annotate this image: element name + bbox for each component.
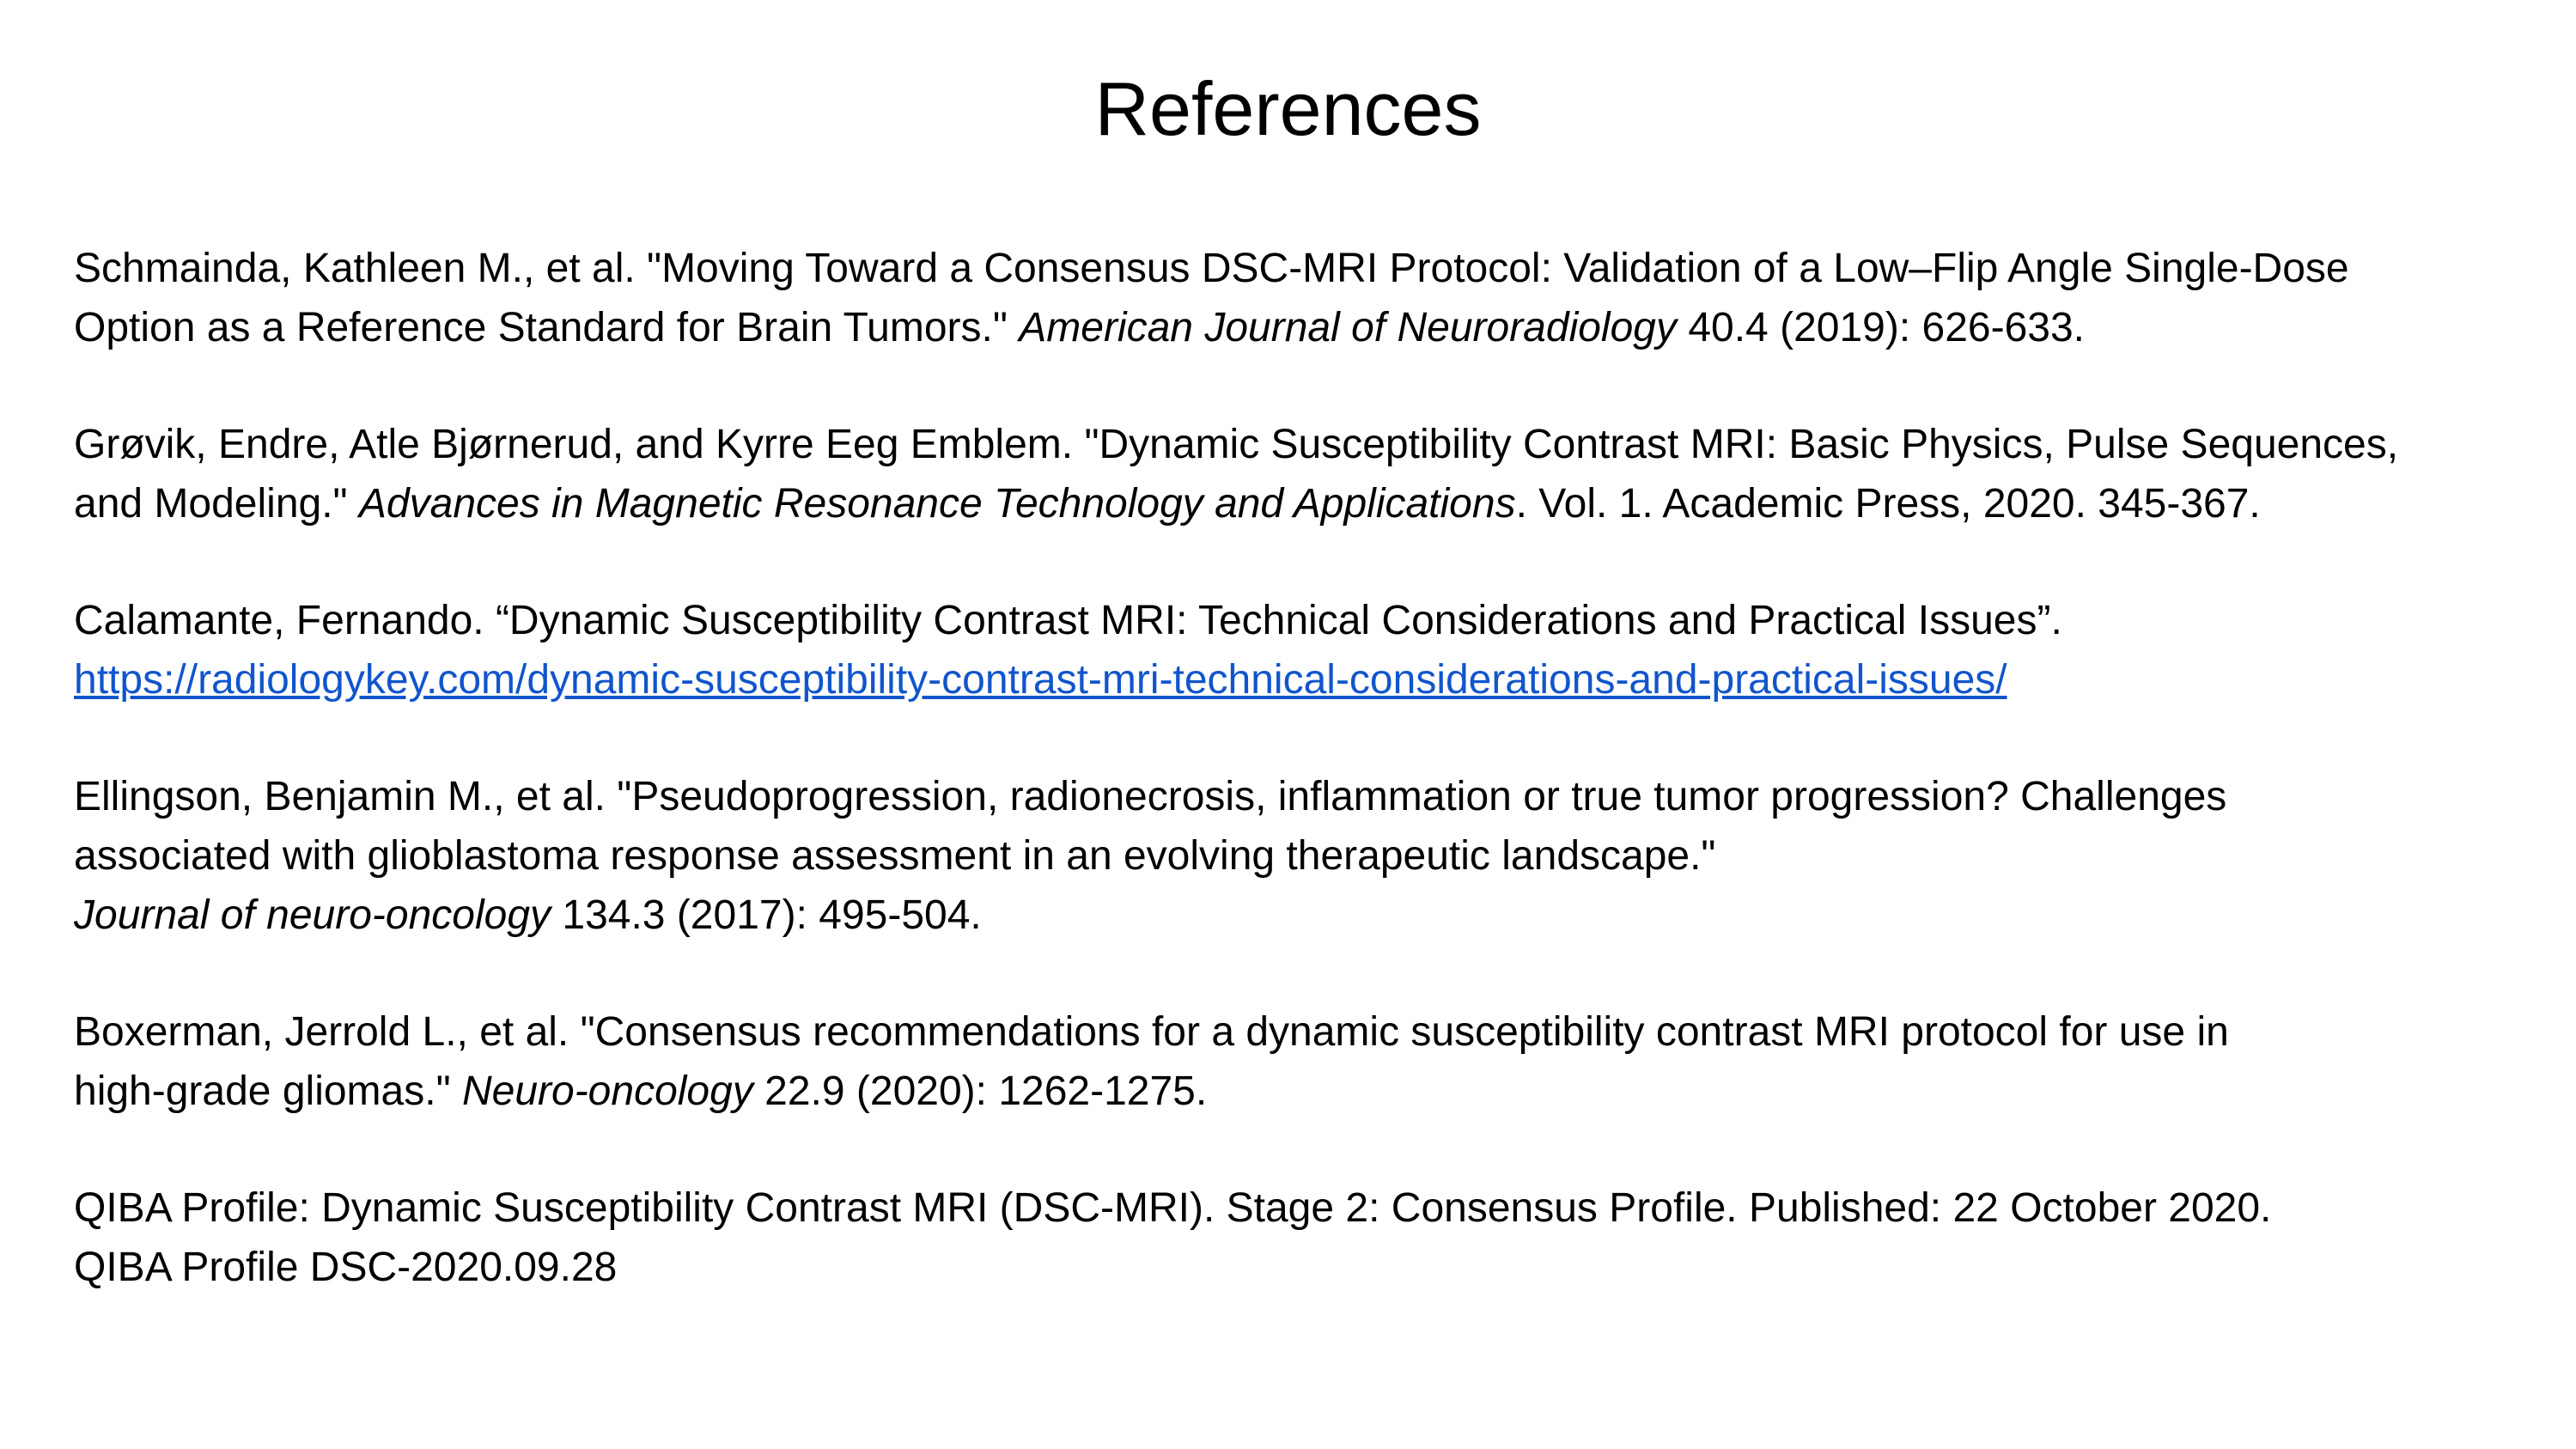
reference-text: 22.9 (2020): 1262-1275.: [752, 1068, 1208, 1114]
reference-line: Calamante, Fernando. “Dynamic Susceptibility Contrast MRI: Technical Considerations and Practical Issues”.: [74, 598, 2062, 643]
reference-line: Schmainda, Kathleen M., et al. "Moving Toward a Consensus DSC-MRI Protocol: Validation of a Low–Flip Angle Single-Dose: [74, 246, 2349, 291]
reference-item: [74, 1002, 2548, 1121]
journal-title: American Journal of Neuroradiology: [1019, 305, 1677, 350]
reference-item: [74, 1178, 2548, 1297]
reference-line: Boxerman, Jerrold L., et al. "Consensus recommendations for a dynamic susceptibility contrast MRI protocol for use in: [74, 1009, 2229, 1055]
reference-line: [74, 650, 2548, 709]
reference-link[interactable]: https://radiologykey.com/dynamic-susceptibility-contrast-mri-technical-considerations-and-practical-issues/: [74, 657, 2007, 703]
reference-line: [74, 298, 2548, 357]
reference-text: 134.3 (2017): 495-504.: [551, 892, 982, 938]
reference-line: Grøvik, Endre, Atle Bjørnerud, and Kyrre Eeg Emblem. "Dynamic Susceptibility Contrast MRI: Basic Physics, Pulse Sequences,: [74, 422, 2399, 467]
reference-item: [74, 415, 2548, 533]
page-title: References: [1094, 66, 1482, 151]
reference-line: [74, 1062, 2548, 1121]
journal-title: Journal of neuro-oncology: [74, 892, 551, 938]
reference-text: and Modeling.": [74, 481, 359, 527]
reference-line: [74, 886, 2548, 945]
reference-text: . Vol. 1. Academic Press, 2020. 345-367.: [1515, 481, 2261, 527]
reference-item: [74, 591, 2548, 709]
reference-line: associated with glioblastoma response assessment in an evolving therapeutic landscape.": [74, 833, 1716, 879]
reference-line: QIBA Profile DSC-2020.09.28: [74, 1245, 618, 1290]
journal-title: Neuro-oncology: [461, 1068, 753, 1114]
reference-text: high-grade gliomas.": [74, 1068, 462, 1114]
reference-item: [74, 767, 2548, 945]
reference-text: 40.4 (2019): 626-633.: [1676, 305, 2085, 350]
reference-line: QIBA Profile: Dynamic Susceptibility Contrast MRI (DSC-MRI). Stage 2: Consensus Profile. Published: 22 October 2020.: [74, 1185, 2272, 1231]
reference-text: Option as a Reference Standard for Brain Tumors.": [74, 305, 1020, 350]
reference-line: [74, 474, 2548, 533]
reference-item: [74, 239, 2548, 357]
reference-line: Ellingson, Benjamin M., et al. "Pseudoprogression, radionecrosis, inflammation or true tumor progression? Challenges: [74, 774, 2227, 819]
references-list: [74, 239, 2548, 1355]
book-title: Advances in Magnetic Resonance Technology and Applications: [358, 481, 1516, 527]
